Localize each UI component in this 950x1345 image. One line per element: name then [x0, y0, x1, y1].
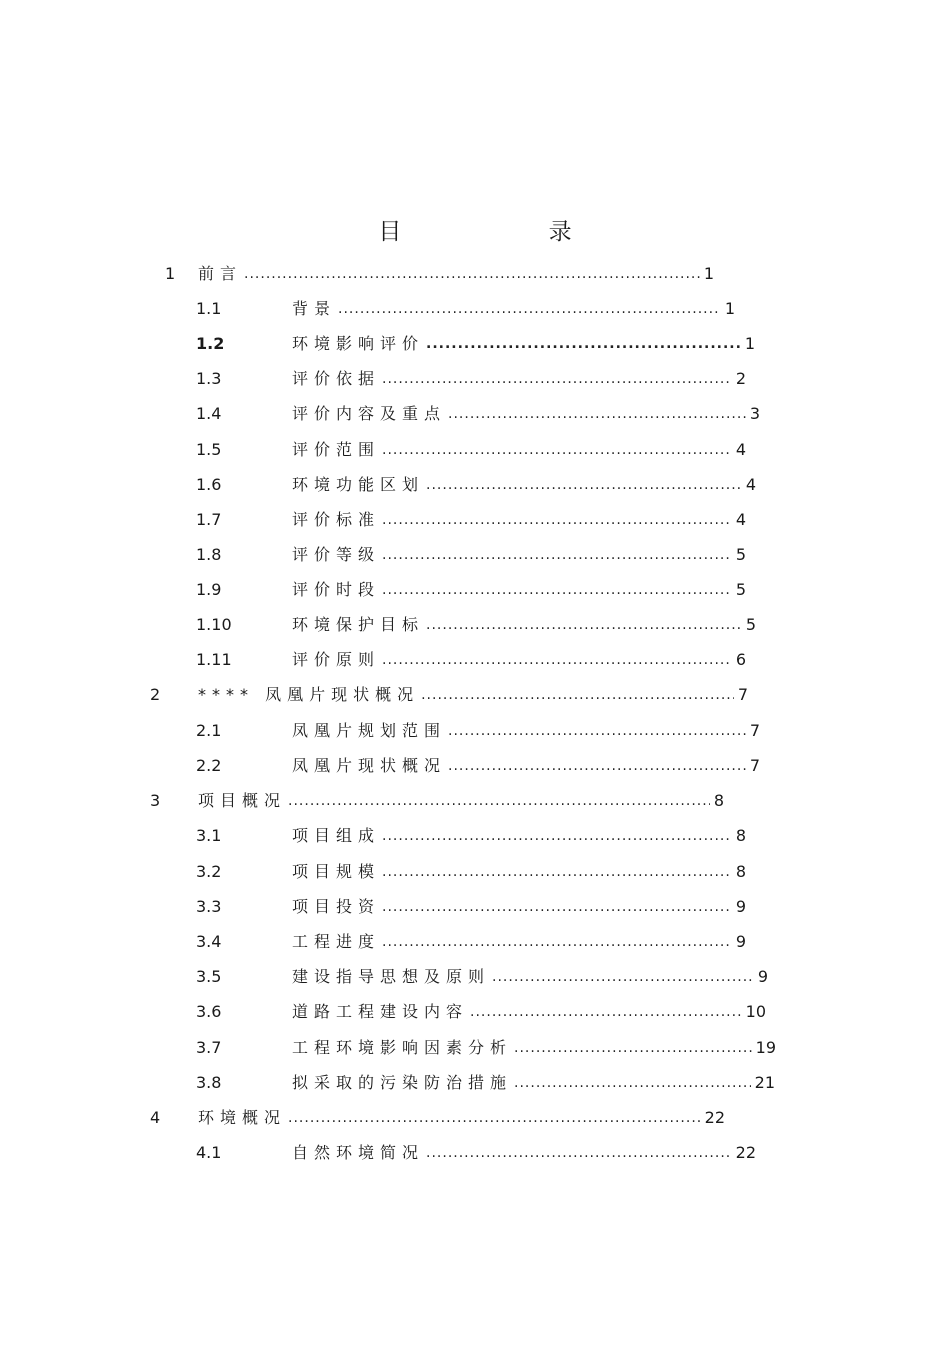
toc-entry-page: 4	[745, 475, 756, 494]
toc-entry-number: 1.7	[196, 510, 222, 529]
toc-leader-dots	[382, 650, 732, 670]
toc-entry-number: 3.7	[196, 1038, 222, 1057]
toc-leader-dots	[492, 967, 754, 987]
toc-entry-page: 6	[735, 650, 746, 669]
toc-entry-page: 5	[735, 545, 746, 564]
toc-entry[interactable]	[196, 1067, 775, 1093]
toc-leader-dots	[426, 1143, 732, 1163]
toc-leader-dots	[382, 862, 732, 882]
toc-entry-number: 4	[150, 1108, 161, 1127]
toc-entry-page: 1	[744, 334, 755, 353]
toc-leader-dots	[382, 897, 732, 917]
page-title: 目 录	[378, 219, 642, 245]
toc-entry[interactable]	[196, 644, 746, 670]
toc-entry-number: 1.1	[196, 299, 222, 318]
toc-entry-number: 1.4	[196, 404, 222, 423]
toc-entry-page: 1	[724, 299, 735, 318]
toc-entry[interactable]	[150, 785, 724, 811]
toc-entry-page: 19	[755, 1038, 776, 1057]
toc-entry-page: 8	[735, 826, 746, 845]
toc-entry-page: 21	[754, 1073, 775, 1092]
toc-entry[interactable]	[196, 398, 760, 424]
toc-entry[interactable]	[196, 293, 735, 319]
toc-entry-label: 自然环境简况	[292, 1143, 425, 1162]
toc-leader-dots	[382, 369, 732, 389]
toc-entry-number: 3.2	[196, 862, 222, 881]
toc-leader-dots	[382, 510, 732, 530]
toc-entry-page: 22	[704, 1108, 725, 1127]
toc-leader-dots	[382, 826, 732, 846]
toc-entry-page: 10	[745, 1002, 766, 1021]
toc-leader-dots	[426, 615, 742, 635]
toc-entry[interactable]	[196, 469, 756, 495]
toc-leader-dots	[288, 1108, 701, 1128]
toc-entry-label: 工程进度	[292, 932, 381, 951]
toc-leader-dots	[382, 545, 732, 565]
toc-entry[interactable]	[165, 258, 714, 284]
toc-entry-label: 凤凰片规划范围	[292, 721, 447, 740]
toc-entry-label: 建设指导思想及原则	[292, 967, 491, 986]
toc-entry-label: 评价依据	[292, 369, 381, 388]
toc-entry-label: 项目投资	[292, 897, 381, 916]
toc-entry-label: 评价原则	[292, 650, 381, 669]
toc-leader-dots	[514, 1073, 751, 1093]
toc-leader-dots	[514, 1038, 752, 1058]
toc-leader-dots	[448, 721, 746, 741]
toc-entry[interactable]	[150, 679, 748, 705]
toc-entry-label: **** 凤凰片现状概况	[198, 685, 420, 704]
toc-entry-page: 9	[757, 967, 768, 986]
toc-entry[interactable]	[150, 1102, 725, 1128]
toc-entry-page: 7	[749, 721, 760, 740]
toc-entry-label: 项目组成	[292, 826, 381, 845]
toc-leader-dots	[382, 440, 732, 460]
toc-entry-page: 4	[735, 440, 746, 459]
toc-entry[interactable]	[196, 609, 756, 635]
toc-leader-dots	[382, 932, 732, 952]
toc-entry[interactable]	[196, 961, 768, 987]
toc-entry[interactable]	[196, 328, 755, 354]
toc-entry-label: 前言	[198, 264, 243, 283]
toc-leader-dots	[426, 334, 741, 354]
toc-entry-label: 评价时段	[292, 580, 381, 599]
toc-entry[interactable]	[196, 1137, 756, 1163]
toc-entry-number: 1.5	[196, 440, 222, 459]
toc-entry-label: 工程环境影响因素分析	[292, 1038, 513, 1057]
toc-entry-page: 3	[749, 404, 760, 423]
toc-entry[interactable]	[196, 820, 746, 846]
toc-entry-number: 1.2	[196, 334, 225, 353]
toc-entry-page: 2	[735, 369, 746, 388]
toc-entry-number: 3.6	[196, 1002, 222, 1021]
toc-entry[interactable]	[196, 363, 746, 389]
toc-entry-number: 1.10	[196, 615, 232, 634]
toc-entry[interactable]	[196, 926, 746, 952]
toc-entry[interactable]	[196, 434, 746, 460]
toc-entry-number: 2	[150, 685, 161, 704]
toc-leader-dots	[244, 264, 700, 284]
toc-entry-page: 22	[735, 1143, 756, 1162]
toc-entry-label: 环境影响评价	[292, 334, 425, 353]
toc-entry-page: 4	[735, 510, 746, 529]
toc-leader-dots	[288, 791, 710, 811]
toc-entry-label: 凤凰片现状概况	[292, 756, 447, 775]
toc-entry-label: 项目规模	[292, 862, 381, 881]
toc-entry-page: 7	[737, 685, 748, 704]
toc-leader-dots	[470, 1002, 742, 1022]
toc-leader-dots	[426, 475, 742, 495]
toc-entry-number: 3.8	[196, 1073, 222, 1092]
toc-entry-number: 3.5	[196, 967, 222, 986]
toc-entry[interactable]	[196, 996, 766, 1022]
toc-entry-number: 2.1	[196, 721, 222, 740]
toc-entry-label: 背景	[292, 299, 337, 318]
toc-entry-number: 1.3	[196, 369, 222, 388]
toc-entry-number: 4.1	[196, 1143, 222, 1162]
toc-entry-label: 道路工程建设内容	[292, 1002, 469, 1021]
toc-entry-number: 3.1	[196, 826, 222, 845]
toc-entry-number: 3	[150, 791, 161, 810]
toc-entry-page: 5	[745, 615, 756, 634]
toc-entry-label: 评价标准	[292, 510, 381, 529]
toc-entry-page: 1	[703, 264, 714, 283]
toc-leader-dots	[448, 404, 746, 424]
toc-entry-number: 2.2	[196, 756, 222, 775]
toc-entry-page: 9	[735, 897, 746, 916]
toc-entry-page: 9	[735, 932, 746, 951]
toc-entry[interactable]	[196, 856, 746, 882]
toc-entry[interactable]	[196, 574, 746, 600]
toc-entry-number: 1.6	[196, 475, 222, 494]
toc-entry-label: 评价内容及重点	[292, 404, 447, 423]
toc-entry-page: 8	[735, 862, 746, 881]
toc-entry[interactable]	[196, 1032, 776, 1058]
toc-entry-label: 环境概况	[198, 1108, 287, 1127]
toc-entry-number: 3.3	[196, 897, 222, 916]
toc-entry-label: 环境保护目标	[292, 615, 425, 634]
toc-leader-dots	[382, 580, 732, 600]
toc-entry-label: 项目概况	[198, 791, 287, 810]
toc-entry-label: 拟采取的污染防治措施	[292, 1073, 513, 1092]
toc-entry-number: 1.11	[196, 650, 232, 669]
toc-leader-dots	[338, 299, 721, 319]
toc-leader-dots	[421, 685, 734, 705]
toc-entry[interactable]	[196, 891, 746, 917]
toc-entry[interactable]	[196, 539, 746, 565]
toc-leader-dots	[448, 756, 746, 776]
toc-entry-page: 7	[749, 756, 760, 775]
toc-entry-number: 1	[165, 264, 176, 283]
toc-entry[interactable]	[196, 750, 760, 776]
toc-entry-number: 1.8	[196, 545, 222, 564]
toc-entry-number: 3.4	[196, 932, 222, 951]
toc-entry[interactable]	[196, 504, 746, 530]
toc-entry-page: 5	[735, 580, 746, 599]
toc-entry[interactable]	[196, 715, 760, 741]
toc-entry-label: 评价范围	[292, 440, 381, 459]
toc-entry-number: 1.9	[196, 580, 222, 599]
toc-entry-label: 评价等级	[292, 545, 381, 564]
toc-entry-label: 环境功能区划	[292, 475, 425, 494]
toc-entry-page: 8	[713, 791, 724, 810]
